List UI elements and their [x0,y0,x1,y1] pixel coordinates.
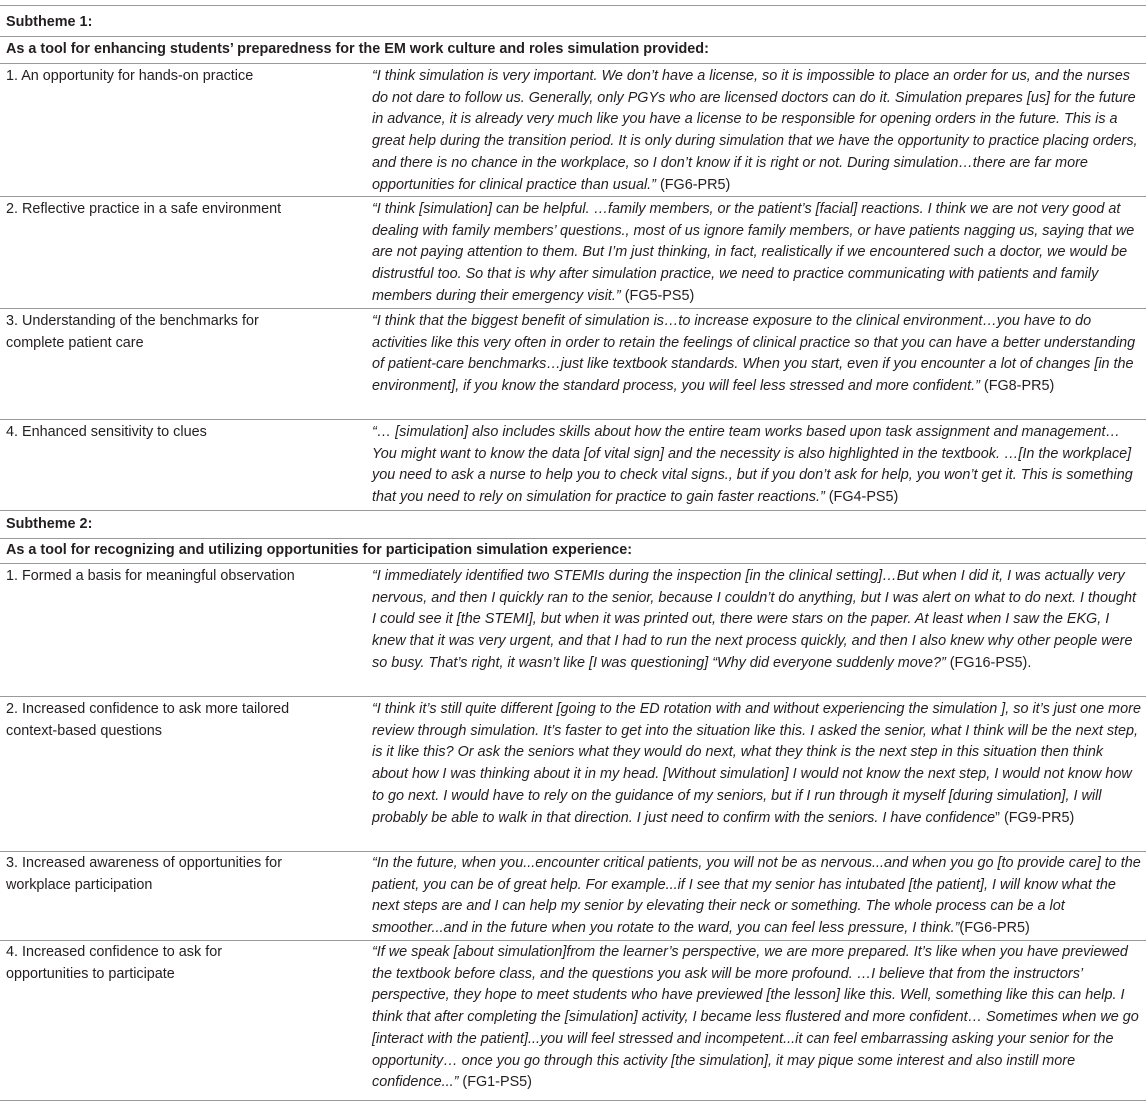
row-quote [372,422,1142,509]
subtheme-2-heading: As a tool for recognizing and utilizing opportunities for participation simulation experience: [6,542,633,558]
row-label: 4. Increased confidence to ask for opportunities to participate [6,944,222,982]
divider [0,308,1146,309]
row-quote [372,66,1142,196]
quote-text: “In the future, when you...encounter critical patients, you will not be as nervous...and when you go [to provide care] to the patient, you can be of great help. For example...if I see that my senior has intubated [the patient], I will know what the next steps are and I can help my senior by elevating their neck or something. The whole process can be a lot smoother...and in the future when you rotate to the ward, you can feel less pressure, I think.” [372,855,1141,937]
divider [0,538,1146,539]
table-top-rule [0,5,1146,6]
divider [0,63,1146,64]
quote-citation: (FG5-PS5) [620,287,695,304]
table-bottom-rule [0,1100,1146,1101]
divider [0,851,1146,852]
divider [0,196,1146,197]
quote-citation: ” (FG9-PR5) [995,809,1075,826]
row-quote [372,199,1142,308]
row-label: 1. An opportunity for hands-on practice [6,68,254,84]
quote-citation: (FG6-PR5) [959,920,1030,937]
quote-text: “If we speak [about simulation]from the learner’s perspective, we are more prepared. It’s like when you have previewed the textbook before class, and the questions you ask will be more profound. …I believe that from the instructors’ perspective, they hope to meet students who have previewed [the lesson] like this. Well, something like this can help. I think that after completing the [simulation] activity, I became less flustered and more confident… Sometimes when we go [interact with the patient]...you will feel stressed and incompetent...it can feel embarrassing asking your senior for the opportunity… once you go through this activity [the simulation], it may pique some interest and also instill more confidence...” [372,944,1139,1091]
row-quote [372,311,1142,398]
row-label: 2. Increased confidence to ask more tailored context-based questions [6,701,290,739]
quote-citation: (FG6-PR5) [655,176,731,193]
row-quote [372,853,1142,940]
quote-text: “I think that the biggest benefit of simulation is…to increase exposure to the clinical environment…you have to do activities like this very often in order to retain the feelings of clinical practice so that you can have a better understanding of patient-care benchmarks…just like textbook standards. When you start, even if you encounter a lot of changes [in the environment], if you know the standard process, you will feel less stressed and more confident.” [372,313,1136,395]
row-quote [372,699,1142,829]
divider [0,563,1146,564]
quote-text: “I think [simulation] can be helpful. …family members, or the patient’s [facial] reactions. I think we are not very good at dealing with family members’ questions., most of us ignore family members, or have patients nagging us, saying that we are not paying attention to them. But I’m just thinking, in fact, realistically if we encountered such a doctor, we would be distrustful too. So that is why after simulation practice, we need to practice communicating with patients and family members during their emergency visit.” [372,201,1135,304]
divider [0,940,1146,941]
quote-citation: (FG4-PS5) [824,489,899,506]
row-label: 4. Enhanced sensitivity to clues [6,424,207,440]
quote-text: “I think simulation is very important. We don’t have a license, so it is impossible to place an order for us, and the nurses do not dare to follow us. Generally, only PGYs who are licensed doctors can do it. Simulation prepares [us] for the future in advance, it is already very much like you have a license to be responsible for opening orders in the future. This is a great help during the transition period. It is only during simulation that we have the opportunity to practice placing orders, and there is no chance in the workplace, so I don’t know if it is right or not. During simulation…there are far more opportunities for clinical practice than usual.” [372,68,1138,193]
row-quote [372,566,1142,675]
quote-text: “I immediately identified two STEMIs during the inspection [in the clinical setting]…But when I did it, I was actually very nervous, and then I quickly ran to the senior, because I couldn’t do anything, but I was alert on what to do next. I thought I could see it [the STEMI], but when it was printed out, there were stars on the paper. At least when I saw the EKG, I knew that it was very urgent, and that I had to run the next process quickly, and then I also knew why other people were so busy. That’s right, it wasn’t like [I was questioning] “Why did everyone suddenly move?” [372,568,1136,671]
divider [0,419,1146,420]
subtheme-2-title: Subtheme 2: [6,516,93,532]
quote-citation: (FG16-PS5). [945,654,1032,671]
quote-citation: (FG1-PS5) [458,1074,532,1091]
subtheme-1-heading: As a tool for enhancing students’ preparedness for the EM work culture and roles simulation provided: [6,41,709,57]
quote-text: “I think it’s still quite different [going to the ED rotation with and without experiencing the simulation ], so it’s just one more review through simulation. It’s faster to get into the situation like this. I asked the senior, what I think will be the next step, is it like this? Or ask the seniors what they would do next, what they think is the next step in this situation then think about how I was thinking about it in my head. [Without simulation] I would not know the next step, I would not know how to go next. I would have to rely on the guidance of my seniors, but if I run through it myself [during simulation], I will probably be able to walk in that direction. I just need to confirm with the seniors. I have confidence [372,701,1141,826]
row-label: 3. Increased awareness of opportunities for workplace participation [6,855,282,893]
subtheme-1-title: Subtheme 1: [6,14,93,30]
quote-citation: (FG8-PR5) [979,378,1055,395]
quote-text: “… [simulation] also includes skills about how the entire team works based upon task assignment and management… You might want to know the data [of vital sign] and the necessity is also highlighted in the textbook. …[In the workplace] you need to ask a nurse to help you to check vital signs., but if you don’t ask for help, you won’t get it. This is something that you need to rely on simulation for practice to gain faster reactions.” [372,424,1133,506]
row-label: 1. Formed a basis for meaningful observation [6,568,295,584]
row-quote [372,942,1142,1094]
divider [0,36,1146,37]
divider [0,510,1146,511]
row-label: 2. Reflective practice in a safe environment [6,201,282,217]
row-label: 3. Understanding of the benchmarks for complete patient care [6,313,259,351]
divider [0,696,1146,697]
